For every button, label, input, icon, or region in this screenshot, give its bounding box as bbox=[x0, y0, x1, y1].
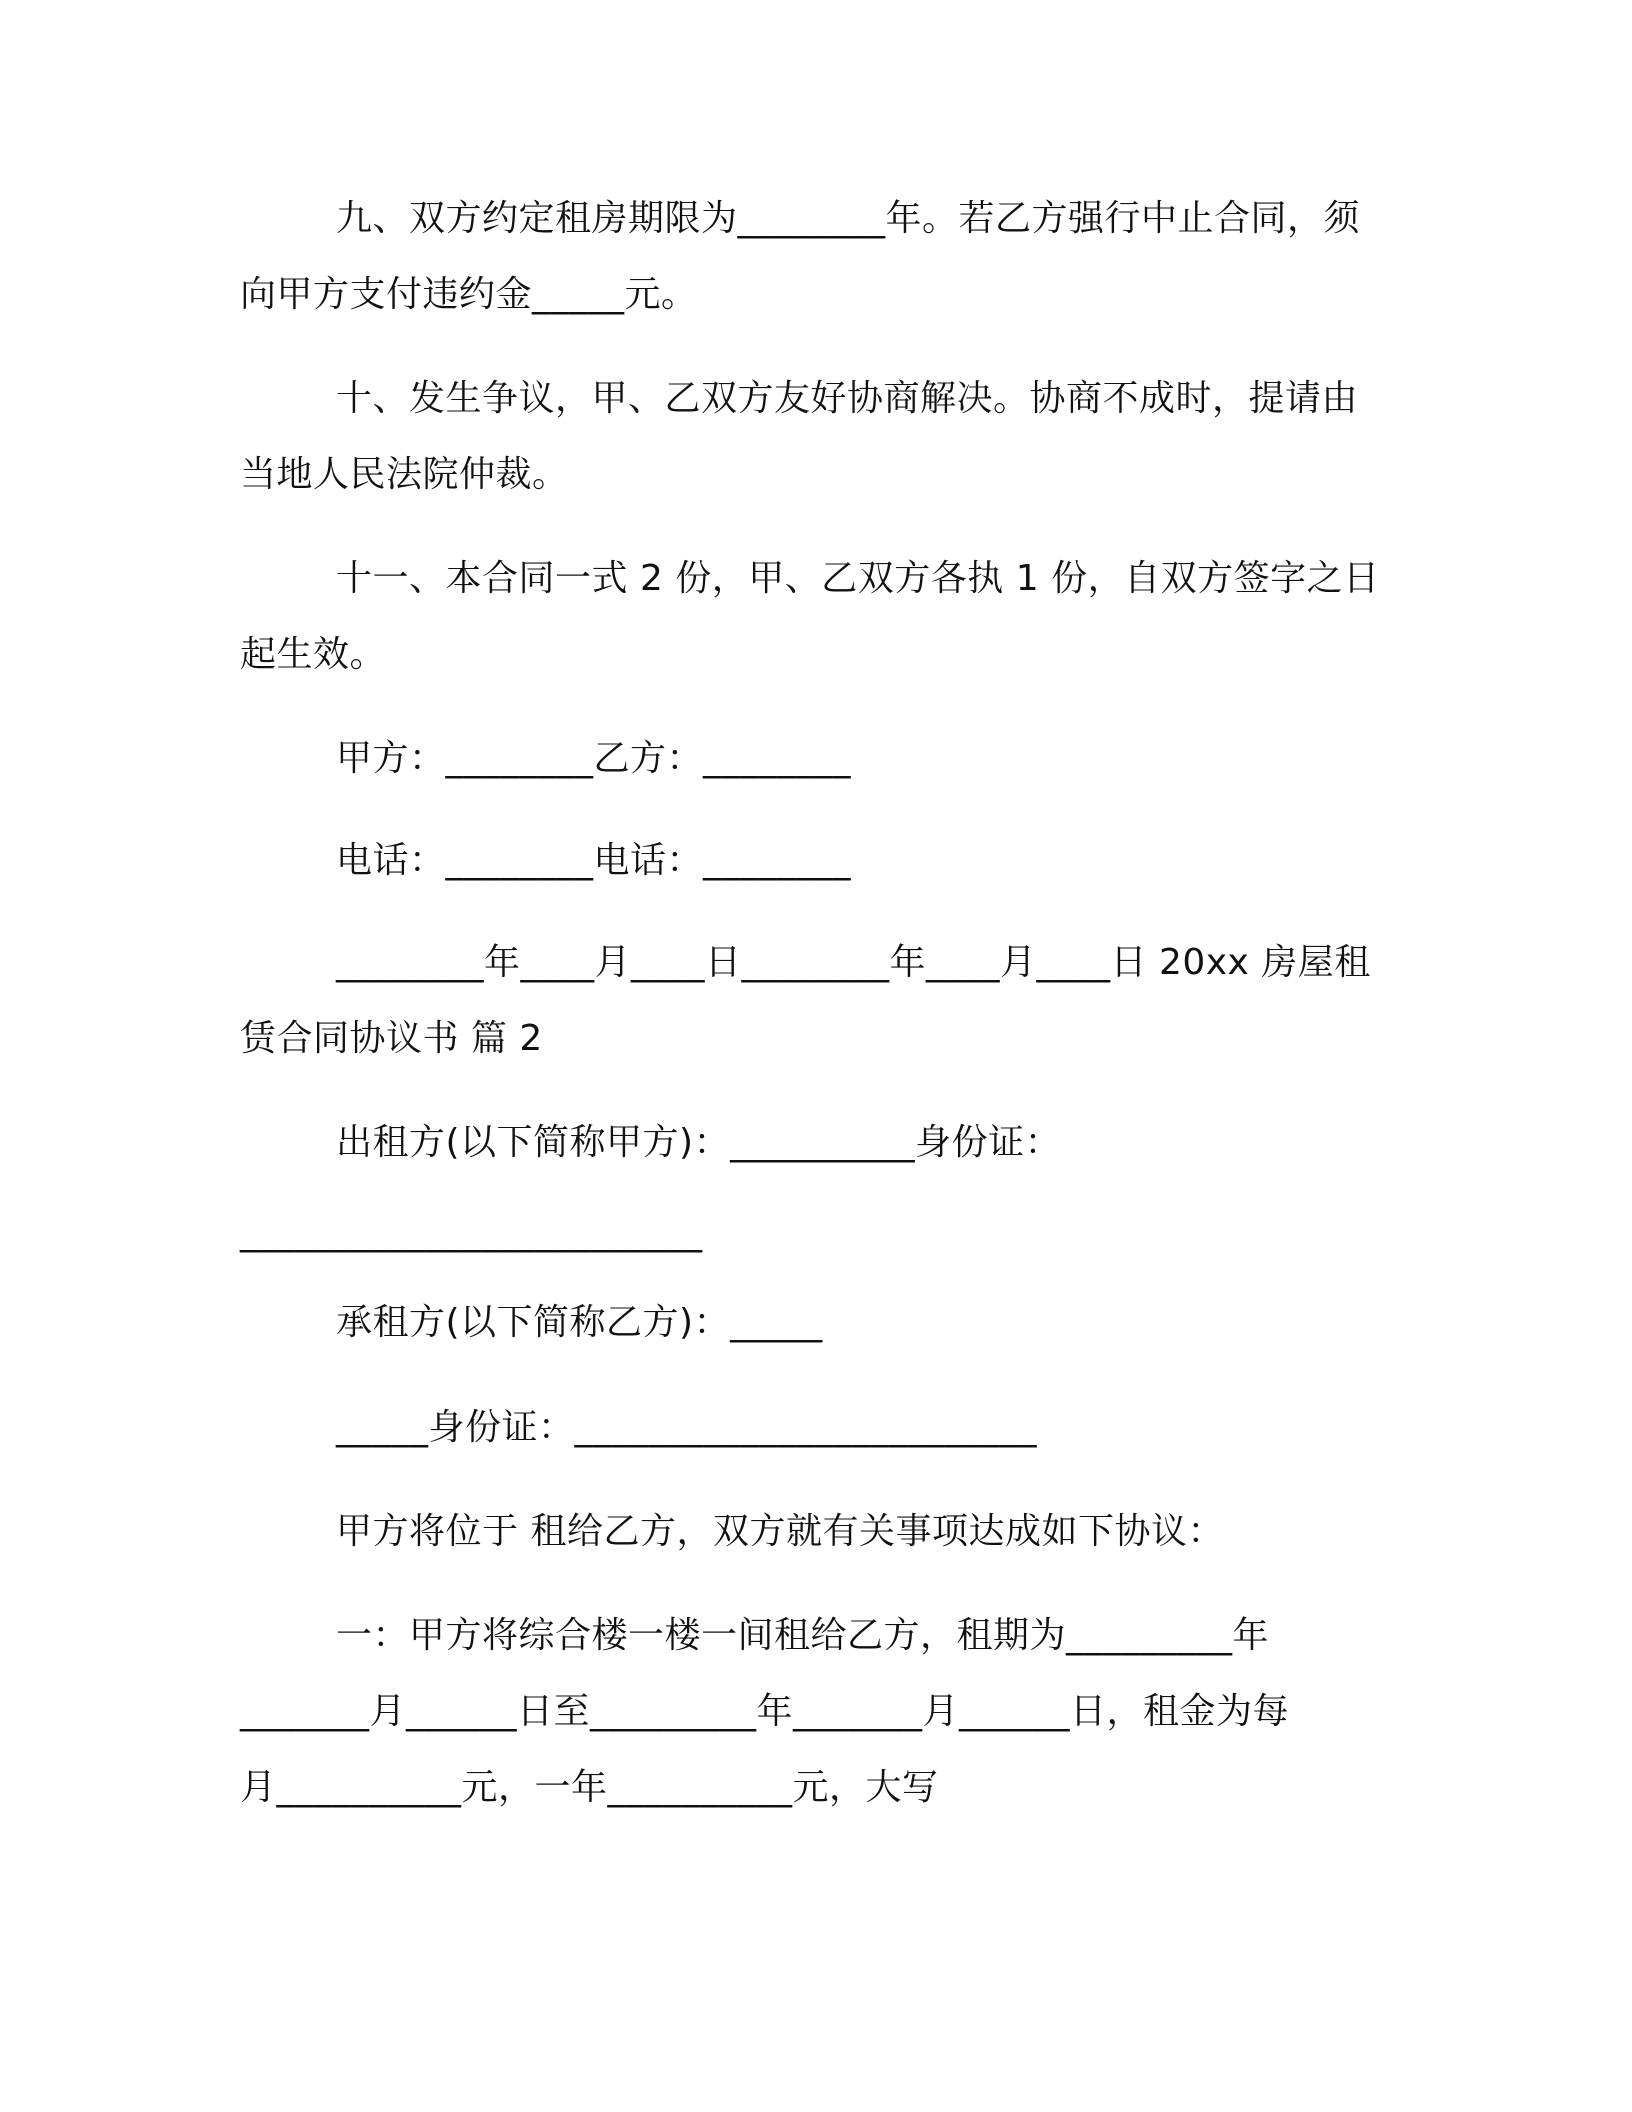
article-1-line-3: 月__________元，一年__________元，大写 bbox=[240, 1767, 939, 1808]
party-signature-line: 甲方：________乙方：________ bbox=[336, 738, 852, 779]
lessee-id-line: _____身份证：_________________________ bbox=[336, 1407, 1038, 1448]
article-1-line-1: 一：甲方将综合楼一楼一间租给乙方，租期为_________年 bbox=[336, 1615, 1270, 1656]
date-and-section-title: ________年____月____日________年____月____日 20xx 房屋租赁合同协议书 篇 2 bbox=[240, 942, 1371, 1059]
lessee-line: 承租方(以下简称乙方)：_____ bbox=[336, 1302, 823, 1343]
clause-11: 十一、本合同一式 2 份，甲、乙双方各执 1 份，自双方签字之日起生效。 bbox=[240, 558, 1380, 675]
lessor-id-blank: _________________________ bbox=[240, 1212, 703, 1253]
agreement-intro: 甲方将位于 租给乙方，双方就有关事项达成如下协议： bbox=[336, 1511, 1224, 1552]
phone-line: 电话：________电话：________ bbox=[336, 840, 852, 881]
lessor-line: 出租方(以下简称甲方)：__________身份证： bbox=[336, 1122, 1062, 1163]
article-1-line-2: _______月______日至_________年_______月______日，租金为每 bbox=[240, 1691, 1290, 1732]
clause-9: 九、双方约定租房期限为________年。若乙方强行中止合同，须向甲方支付违约金_____元。 bbox=[240, 198, 1361, 315]
clause-10: 十、发生争议，甲、乙双方友好协商解决。协商不成时，提请由当地人民法院仲裁。 bbox=[240, 378, 1359, 495]
